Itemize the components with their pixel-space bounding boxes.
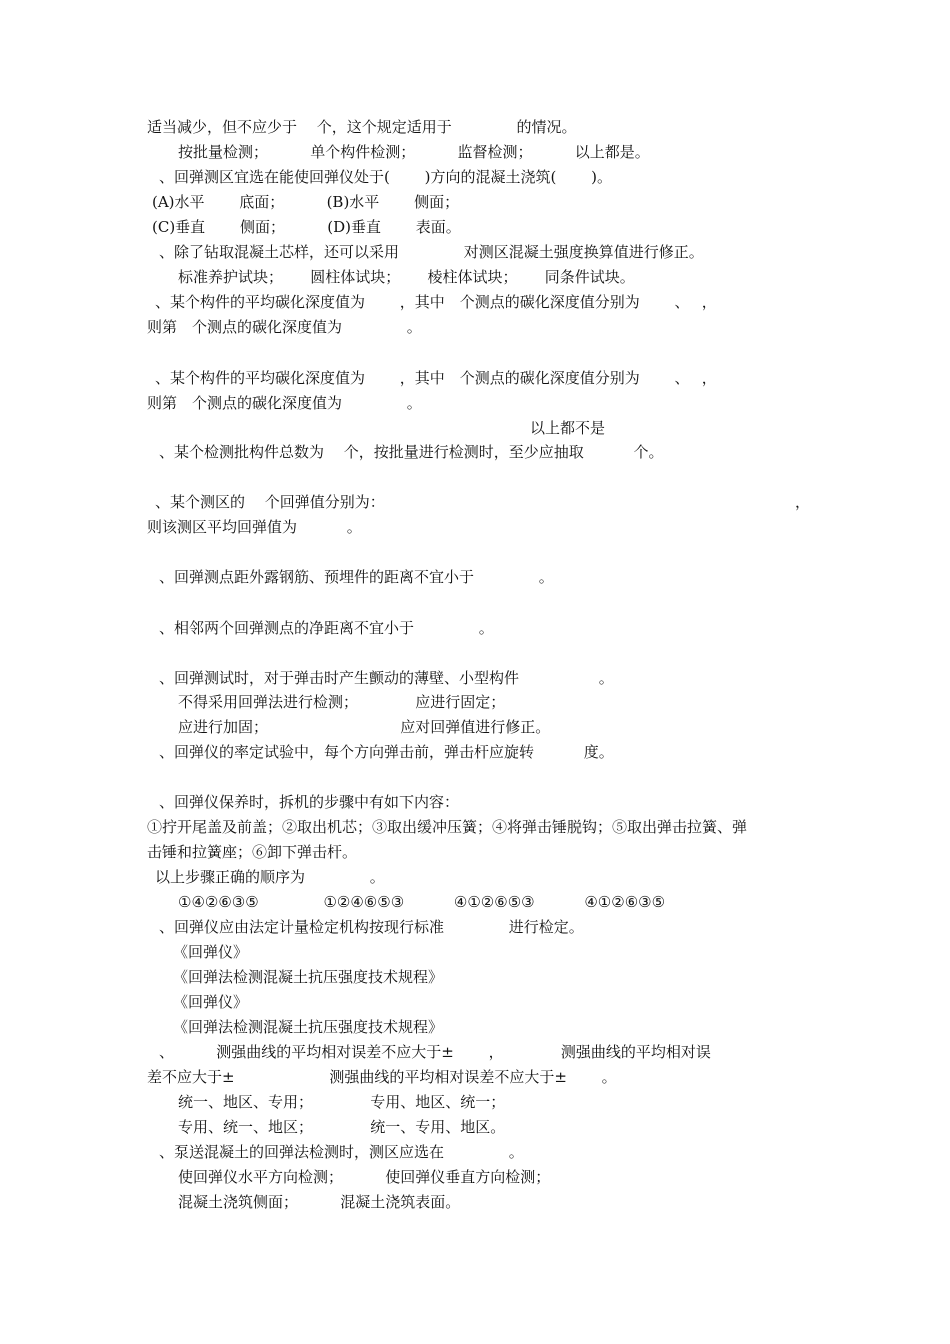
text-line: 则该测区平均回弹值为 。: [147, 518, 362, 536]
question-line: 、回弹仪的率定试验中，每个方向弹击前，弹击杆应旋转 度。: [159, 743, 614, 761]
question-line: 、相邻两个回弹测点的净距离不宜小于 。: [159, 619, 494, 637]
text-line: 以上步骤正确的顺序为 。: [155, 868, 385, 886]
question-line: 、某个测区的 个回弹值分别为：: [155, 493, 385, 511]
option-line: 统一、地区、专用； 专用、地区、统一；: [178, 1093, 506, 1111]
option-line: 混凝土浇筑侧面； 混凝土浇筑表面。: [178, 1193, 461, 1211]
text-line: 适当减少，但不应少于 个，这个规定适用于 的情况。: [147, 118, 577, 136]
option-line: 使回弹仪水平方向检测； 使回弹仪垂直方向检测；: [178, 1168, 551, 1186]
option-line: 《回弹仪》: [173, 943, 249, 961]
text-line: ，: [795, 493, 811, 511]
text-line: 则第 个测点的碳化深度值为 。: [147, 394, 422, 412]
option-line: 以上都不是: [530, 419, 606, 437]
option-line: 标准养护试块； 圆柱体试块； 棱柱体试块； 同条件试块。: [178, 268, 635, 286]
question-line: 、 测强曲线的平均相对误差不应大于± ， 测强曲线的平均相对误: [159, 1043, 711, 1061]
option-line: ①④②⑥③⑤ ①②④⑥⑤③ ④①②⑥⑤③ ④①②⑥③⑤: [178, 893, 666, 911]
option-line: 专用、统一、地区； 统一、专用、地区。: [178, 1118, 506, 1136]
text-line: 击锤和拉簧座；⑥卸下弹击杆。: [147, 843, 358, 861]
option-line: 《回弹仪》: [173, 993, 249, 1011]
text-line: 差不应大于± 测强曲线的平均相对误差不应大于± 。: [147, 1068, 617, 1086]
question-line: 、除了钻取混凝土芯样，还可以采用 对测区混凝土强度换算值进行修正。: [159, 243, 704, 261]
option-line: 《回弹法检测混凝土抗压强度技术规程》: [173, 968, 444, 986]
option-line: 不得采用回弹法进行检测； 应进行固定；: [178, 693, 506, 711]
question-line: 、某个检测批构件总数为 个，按批量进行检测时，至少应抽取 个。: [159, 443, 664, 461]
question-line: 、回弹测试时，对于弹击时产生颤动的薄壁、小型构件 。: [159, 669, 614, 687]
option-line: (C)垂直 侧面； (D)垂直 表面。: [152, 218, 461, 236]
question-line: 、回弹测点距外露钢筋、预埋件的距离不宜小于 。: [159, 568, 554, 586]
option-line: 按批量检测； 单个构件检测； 监督检测； 以上都是。: [178, 143, 650, 161]
option-line: 《回弹法检测混凝土抗压强度技术规程》: [173, 1018, 444, 1036]
option-line: (A)水平 底面； (B)水平 侧面；: [152, 193, 460, 211]
question-line: 、某个构件的平均碳化深度值为 ，其中 个测点的碳化深度值分别为 、 ，: [155, 369, 717, 387]
text-line: ①拧开尾盖及前盖；②取出机芯；③取出缓冲压簧；④将弹击锤脱钩；⑤取出弹击拉簧、弹: [147, 818, 748, 836]
question-line: 、泵送混凝土的回弹法检测时，测区应选在 。: [159, 1143, 524, 1161]
question-line: 、回弹仪应由法定计量检定机构按现行标准 进行检定。: [159, 918, 584, 936]
question-line: 、回弹仪保养时，拆机的步骤中有如下内容：: [159, 793, 460, 811]
question-line: 、某个构件的平均碳化深度值为 ，其中 个测点的碳化深度值分别为 、 ，: [155, 293, 717, 311]
option-line: 应进行加固； 应对回弹值进行修正。: [178, 718, 551, 736]
question-line: 、回弹测区宜选在能使回弹仪处于( )方向的混凝土浇筑( )。: [159, 168, 612, 186]
text-line: 则第 个测点的碳化深度值为 。: [147, 318, 422, 336]
